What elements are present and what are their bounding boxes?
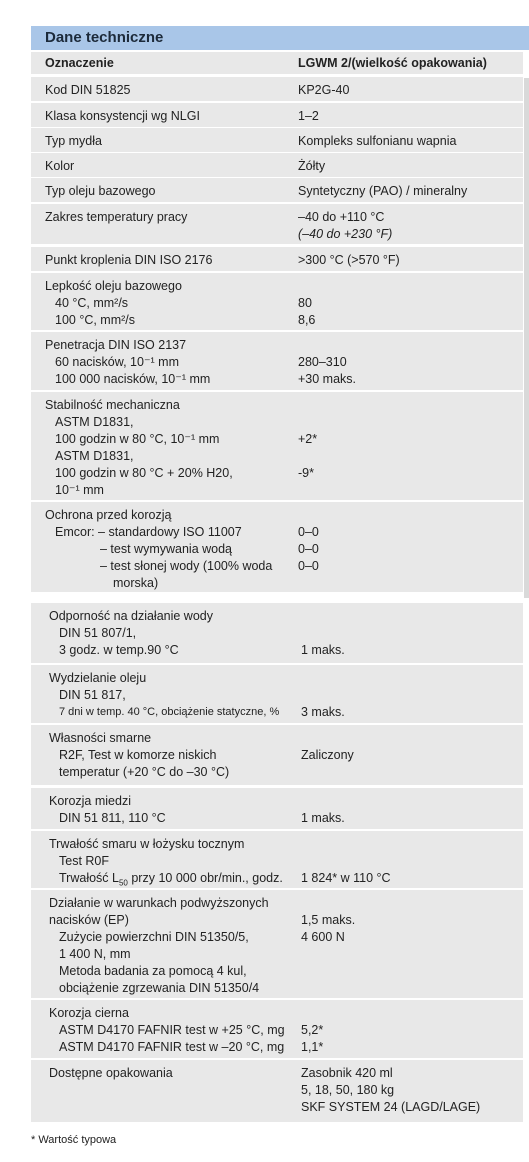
row-value: Syntetyczny (PAO) / mineralny	[298, 184, 468, 198]
value-line	[298, 397, 317, 414]
row-label	[45, 397, 233, 499]
label-line: 7 dni w temp. 40 °C, obciążenie statyczne, %	[59, 706, 280, 718]
label-line: Penetracja DIN ISO 2137	[45, 338, 187, 352]
row-value: 1 824* w 110 °C	[301, 871, 391, 885]
row-value: 1–2	[298, 109, 319, 123]
row-value: 3 maks.	[301, 705, 345, 719]
value-line: -9*	[298, 466, 314, 480]
row-value	[301, 1005, 323, 1056]
table-row	[31, 273, 523, 330]
value-line	[298, 278, 315, 295]
label-subscript: 50	[118, 878, 128, 888]
table-row	[31, 890, 523, 998]
label-line: morska)	[113, 576, 159, 590]
row-value	[298, 507, 319, 575]
footnote: * Wartość typowa	[31, 1134, 117, 1146]
value-line: Zasobnik 420 ml	[301, 1066, 393, 1080]
row-label	[49, 793, 166, 827]
label-line: Odporność na działanie wody	[49, 609, 213, 623]
value-line: 80	[298, 296, 312, 310]
value-line: 4 600 N	[301, 930, 345, 944]
table-row	[31, 392, 523, 500]
label-line: ASTM D1831,	[55, 449, 134, 463]
table-row	[31, 332, 523, 390]
table-row	[31, 502, 523, 592]
table-row	[31, 204, 523, 244]
table-row	[31, 603, 523, 663]
label-line: Zużycie powierzchni DIN 51350/5,	[59, 930, 249, 944]
row-value	[298, 209, 392, 243]
row-label: Dostępne opakowania	[49, 1066, 173, 1080]
value-line: 280–310	[298, 355, 347, 369]
row-value	[298, 337, 356, 388]
label-line: DIN 51 807/1,	[59, 626, 137, 640]
row-value	[298, 278, 315, 329]
row-label	[49, 670, 279, 721]
label-line: Wydzielanie oleju	[49, 671, 147, 685]
label-line: Metoda badania za pomocą 4 kul,	[59, 964, 247, 978]
column-header-designation: Oznaczenie	[45, 56, 114, 70]
label-line: 10⁻¹ mm	[55, 483, 104, 497]
column-header-product: LGWM 2/(wielkość opakowania)	[298, 56, 487, 70]
row-value: Zaliczony	[301, 748, 354, 762]
value-line: 8,6	[298, 313, 316, 327]
row-label	[49, 1005, 285, 1056]
value-line: 0–0	[298, 525, 319, 539]
value-line: –40 do +110 °C	[298, 210, 385, 224]
row-label: Zakres temperatury pracy	[45, 210, 188, 224]
label-line: – test słonej wody (100% woda	[100, 559, 273, 573]
label-line: Stabilność mechaniczna	[45, 398, 180, 412]
value-line: +2*	[298, 432, 318, 446]
section-title: Dane techniczne	[45, 29, 164, 46]
row-value: 1 maks.	[301, 643, 345, 657]
row-label: Typ mydła	[45, 134, 102, 148]
table-row	[31, 1000, 523, 1058]
value-line	[301, 895, 355, 912]
table-header-row	[31, 52, 523, 74]
value-line: 1,1*	[301, 1040, 324, 1054]
table-row	[31, 77, 523, 101]
table-row	[31, 1060, 523, 1122]
label-line: 100 godzin w 80 °C, 10⁻¹ mm	[55, 432, 220, 446]
page-edge-bar	[524, 78, 529, 598]
label-part: przy 10 000 obr/min., godz.	[131, 871, 283, 885]
row-value	[301, 1065, 480, 1116]
row-label	[49, 836, 283, 892]
label-line: Własności smarne	[49, 731, 152, 745]
row-label: Kolor	[45, 159, 75, 173]
table-row	[31, 725, 523, 785]
label-line: 100 °C, mm²/s	[55, 313, 136, 327]
label-line: nacisków (EP)	[49, 913, 129, 927]
value-line: 0–0	[298, 559, 319, 573]
label-line: 60 nacisków, 10⁻¹ mm	[55, 355, 180, 369]
row-label: Typ oleju bazowego	[45, 184, 156, 198]
value-line: 5,2*	[301, 1023, 324, 1037]
value-line	[298, 337, 356, 354]
label-line: Trwałość smaru w łożysku tocznym	[49, 837, 245, 851]
value-line: 5, 18, 50, 180 kg	[301, 1083, 395, 1097]
row-value: 1 maks.	[301, 811, 345, 825]
value-line: 1,5 maks.	[301, 913, 356, 927]
table-row	[31, 153, 523, 177]
label-line: ASTM D1831,	[55, 415, 134, 429]
section-header	[31, 26, 529, 50]
value-line	[298, 414, 317, 431]
value-line	[298, 448, 317, 465]
label-line: ASTM D4170 FAFNIR test w +25 °C, mg	[59, 1023, 285, 1037]
label-line: Test R0F	[59, 854, 110, 868]
label-line: Ochrona przed korozją	[45, 508, 172, 522]
label-line: 40 °C, mm²/s	[55, 296, 129, 310]
row-label	[49, 895, 269, 997]
label-line: R2F, Test w komorze niskich	[59, 748, 217, 762]
row-label	[49, 730, 229, 781]
row-value	[301, 895, 355, 946]
label-line: Lepkość oleju bazowego	[45, 279, 182, 293]
value-line	[298, 507, 319, 524]
row-value	[298, 397, 317, 482]
row-value: KP2G-40	[298, 83, 350, 97]
label-line: – test wymywania wodą	[100, 542, 233, 556]
label-line: 100 000 nacisków, 10⁻¹ mm	[55, 372, 211, 386]
row-value: >300 °C (>570 °F)	[298, 253, 400, 267]
table-row	[31, 178, 523, 202]
value-line	[301, 1005, 323, 1022]
label-line: ASTM D4170 FAFNIR test w –20 °C, mg	[59, 1040, 285, 1054]
table-row	[31, 128, 523, 152]
label-line: DIN 51 817,	[59, 688, 126, 702]
label-line: obciążenie zgrzewania DIN 51350/4	[59, 981, 260, 995]
label-line: Korozja miedzi	[49, 794, 131, 808]
table-row	[31, 665, 523, 723]
row-label	[45, 337, 210, 388]
table-row	[31, 247, 523, 271]
value-line: SKF SYSTEM 24 (LAGD/LAGE)	[301, 1100, 481, 1114]
row-value: Żółty	[298, 159, 326, 173]
value-line: 0–0	[298, 542, 319, 556]
label-line: 100 godzin w 80 °C + 20% H20,	[55, 466, 233, 480]
row-label: Punkt kroplenia DIN ISO 2176	[45, 253, 213, 267]
table-row	[31, 788, 523, 829]
value-line: +30 maks.	[298, 372, 357, 386]
row-value: Kompleks sulfonianu wapnia	[298, 134, 457, 148]
label-line: DIN 51 811, 110 °C	[59, 811, 166, 825]
row-label	[45, 507, 272, 592]
label-line: 3 godz. w temp.90 °C	[59, 643, 179, 657]
label-line: temperatur (+20 °C do –30 °C)	[59, 765, 230, 779]
table-row	[31, 831, 523, 888]
label-line: Korozja cierna	[49, 1006, 129, 1020]
row-label: Kod DIN 51825	[45, 83, 131, 97]
label-line: 1 400 N, mm	[59, 947, 131, 961]
label-line: Emcor: – standardowy ISO 11007	[55, 525, 242, 539]
row-label	[49, 608, 213, 659]
value-line: (–40 do +230 °F)	[298, 227, 393, 241]
label-line	[49, 870, 283, 892]
row-label	[45, 278, 182, 329]
table-row	[31, 103, 523, 127]
label-part: Trwałość L	[59, 871, 119, 885]
row-label: Klasa konsystencji wg NLGI	[45, 109, 200, 123]
label-line: Działanie w warunkach podwyższonych	[49, 896, 269, 910]
